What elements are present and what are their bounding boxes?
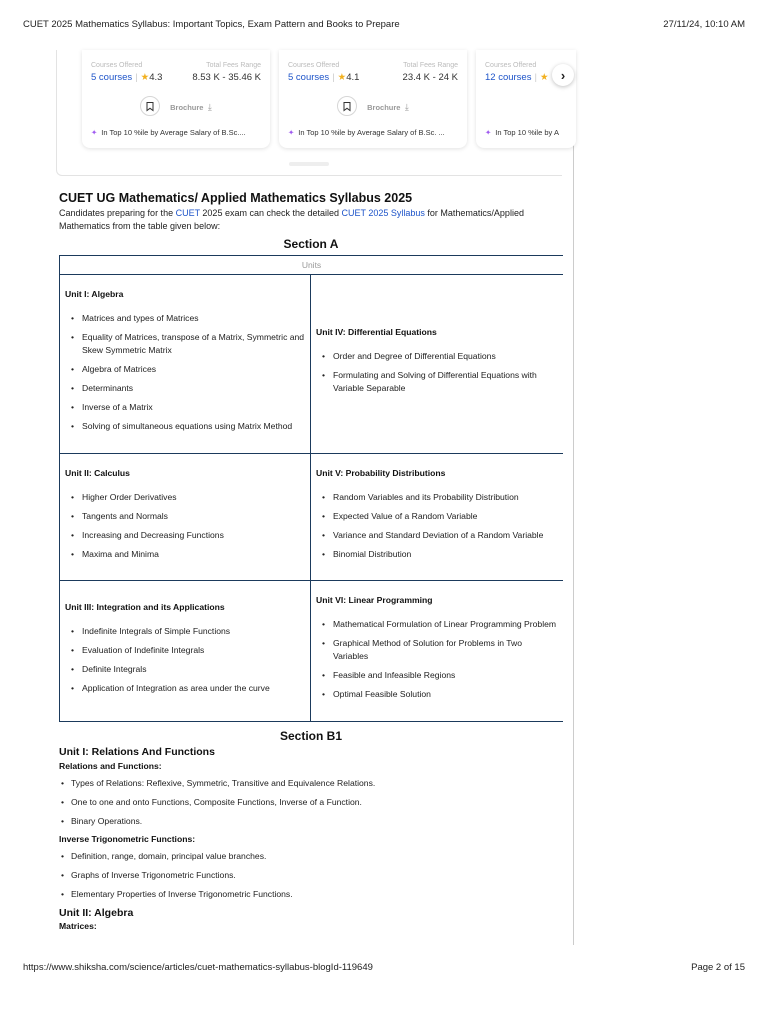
list-item: • Order and Degree of Differential Equations xyxy=(316,350,558,363)
list-item: • Tangents and Normals xyxy=(65,510,305,523)
unit-title: Unit II: Algebra xyxy=(59,907,134,919)
brochure-label: Brochure xyxy=(170,103,204,112)
list-item: • Increasing and Decreasing Functions xyxy=(65,529,305,542)
brochure-button[interactable] xyxy=(367,97,409,115)
sparkle-icon: ✦ xyxy=(91,128,98,137)
list-item: • Definite Integrals xyxy=(65,663,305,676)
table-cell xyxy=(60,275,311,454)
list-item: • Expected Value of a Random Variable xyxy=(316,510,558,523)
list-item: • Formulating and Solving of Differential Equations with Variable Separable xyxy=(316,369,558,395)
intro-text: 2025 exam can check the detailed xyxy=(199,208,342,218)
list-item: • Evaluation of Indefinite Integrals xyxy=(65,644,305,657)
divider: | xyxy=(135,72,138,83)
divider: | xyxy=(534,72,537,83)
unit-topics xyxy=(65,625,305,695)
courses-label: Courses Offered xyxy=(91,62,143,69)
list-item: • Equality of Matrices, transpose of a Matrix, Symmetric and Skew Symmetric Matrix xyxy=(65,331,305,357)
section-a-title: Section A xyxy=(283,237,339,251)
list-item: • Application of Integration as area under the curve xyxy=(65,682,305,695)
sub-heading: Inverse Trigonometric Functions: xyxy=(59,834,196,844)
section-a-table xyxy=(59,255,563,722)
tagline-text: In Top 10 %ile by Average Salary of B.Sc. ... xyxy=(298,128,445,137)
card-tagline xyxy=(288,128,463,137)
unit-title: Unit VI: Linear Programming xyxy=(316,595,433,605)
table-row xyxy=(60,581,564,722)
fees-label: Total Fees Range xyxy=(206,62,261,69)
list-item: • Definition, range, domain, principal value branches. xyxy=(59,850,563,863)
bookmark-icon[interactable] xyxy=(140,96,160,116)
unit-topics xyxy=(316,350,558,395)
list-item: • Graphical Method of Solution for Problems in Two Variables xyxy=(316,637,558,663)
rating-value: 4.3 xyxy=(149,72,163,83)
courses-link[interactable]: 12 courses xyxy=(485,72,532,83)
list-item: • Feasible and Infeasible Regions xyxy=(316,669,558,682)
list-item: • Mathematical Formulation of Linear Programming Problem xyxy=(316,618,558,631)
table-header: Units xyxy=(60,256,564,275)
unit-title: Unit III: Integration and its Applications xyxy=(65,601,225,612)
card-tagline xyxy=(485,128,572,137)
star-icon: ★ xyxy=(539,72,549,83)
list-item: • One to one and onto Functions, Composite Functions, Inverse of a Function. xyxy=(59,796,563,809)
fees-label: Total Fees Range xyxy=(403,62,458,69)
college-card[interactable] xyxy=(82,50,270,148)
list-item: • Inverse of a Matrix xyxy=(65,401,305,414)
table-cell xyxy=(311,581,564,722)
card-tagline xyxy=(91,128,266,137)
unit-title: Unit IV: Differential Equations xyxy=(316,327,437,337)
list-item: • Higher Order Derivatives xyxy=(65,491,305,504)
college-cards-carousel xyxy=(56,50,566,176)
article-content xyxy=(59,50,566,931)
sub-heading: Relations and Functions: xyxy=(59,761,162,771)
bookmark-icon[interactable] xyxy=(337,96,357,116)
table-cell xyxy=(60,454,311,581)
list-item: • Binomial Distribution xyxy=(316,548,558,561)
unit-title: Unit V: Probability Distributions xyxy=(316,467,446,478)
courses-link[interactable]: 5 courses xyxy=(288,72,330,83)
section-b1-title: Section B1 xyxy=(279,729,342,743)
tagline-text: In Top 10 %ile by A xyxy=(495,128,559,137)
intro-paragraph xyxy=(59,207,559,233)
courses-label: Courses Offered xyxy=(288,62,340,69)
list-item: • Solving of simultaneous equations using Matrix Method xyxy=(65,420,305,433)
brochure-label: Brochure xyxy=(367,103,401,112)
page-url: https://www.shiksha.com/science/articles/cuet-mathematics-syllabus-blogId-119649 xyxy=(23,962,373,973)
sub-heading: Matrices: xyxy=(59,921,97,931)
list-item: • Elementary Properties of Inverse Trigonometric Functions. xyxy=(59,888,563,901)
cuet-link[interactable]: CUET xyxy=(175,208,200,218)
star-icon: ★ xyxy=(140,72,150,83)
brochure-button[interactable] xyxy=(170,97,212,115)
unit-topics xyxy=(316,491,558,561)
carousel-scroll-indicator xyxy=(289,162,329,166)
unit-title: Unit II: Calculus xyxy=(65,467,130,478)
list-item: • Graphs of Inverse Trigonometric Functions. xyxy=(59,869,563,882)
list-item: • Variance and Standard Deviation of a Random Variable xyxy=(316,529,558,542)
courses-label: Courses Offered xyxy=(485,62,537,69)
unit-topics xyxy=(316,618,558,701)
divider: | xyxy=(332,72,335,83)
topic-list xyxy=(59,850,563,901)
list-item: • Optimal Feasible Solution xyxy=(316,688,558,701)
topic-list xyxy=(59,777,563,828)
unit-title: Unit I: Relations And Functions xyxy=(59,746,215,758)
table-row xyxy=(60,454,564,581)
college-card[interactable] xyxy=(279,50,467,148)
sparkle-icon: ✦ xyxy=(288,128,295,137)
list-item: • Maxima and Minima xyxy=(65,548,305,561)
table-cell xyxy=(311,454,564,581)
list-item: • Binary Operations. xyxy=(59,815,563,828)
chevron-right-icon[interactable]: › xyxy=(552,64,574,86)
fees-range: 23.4 K - 24 K xyxy=(402,72,458,83)
list-item: • Algebra of Matrices xyxy=(65,363,305,376)
intro-text: for Mathematics/Applied Mathematics from the table given below: xyxy=(59,208,524,231)
print-footer xyxy=(23,962,745,976)
rating-value: 4.1 xyxy=(346,72,360,83)
cuet-syllabus-link[interactable]: CUET 2025 Syllabus xyxy=(341,208,425,218)
fees-range: 8.53 K - 35.46 K xyxy=(192,72,261,83)
list-item: • Indefinite Integrals of Simple Functions xyxy=(65,625,305,638)
unit-title: Unit I: Algebra xyxy=(65,289,124,299)
page-number: Page 2 of 15 xyxy=(691,962,745,973)
print-datetime: 27/11/24, 10:10 AM xyxy=(663,19,745,30)
table-cell xyxy=(60,581,311,722)
section-heading: CUET UG Mathematics/ Applied Mathematics Syllabus 2025 xyxy=(59,191,413,205)
star-icon: ★ xyxy=(337,72,347,83)
download-icon: ⤓ xyxy=(404,102,409,112)
unit-topics xyxy=(65,312,305,433)
list-item: • Determinants xyxy=(65,382,305,395)
list-item: • Matrices and types of Matrices xyxy=(65,312,305,325)
table-row xyxy=(60,275,564,454)
list-item: • Types of Relations: Reflexive, Symmetric, Transitive and Equivalence Relations. xyxy=(59,777,563,790)
print-title: CUET 2025 Mathematics Syllabus: Important Topics, Exam Pattern and Books to Prepare xyxy=(23,19,400,30)
download-icon: ⤓ xyxy=(207,102,212,112)
courses-link[interactable]: 5 courses xyxy=(91,72,133,83)
print-header xyxy=(23,19,745,33)
section-b1-content xyxy=(59,746,563,931)
sparkle-icon: ✦ xyxy=(485,128,492,137)
table-cell xyxy=(311,275,564,454)
list-item: • Random Variables and its Probability Distribution xyxy=(316,491,558,504)
tagline-text: In Top 10 %ile by Average Salary of B.Sc.... xyxy=(101,128,246,137)
unit-topics xyxy=(65,491,305,561)
intro-text: Candidates preparing for the xyxy=(59,208,176,218)
